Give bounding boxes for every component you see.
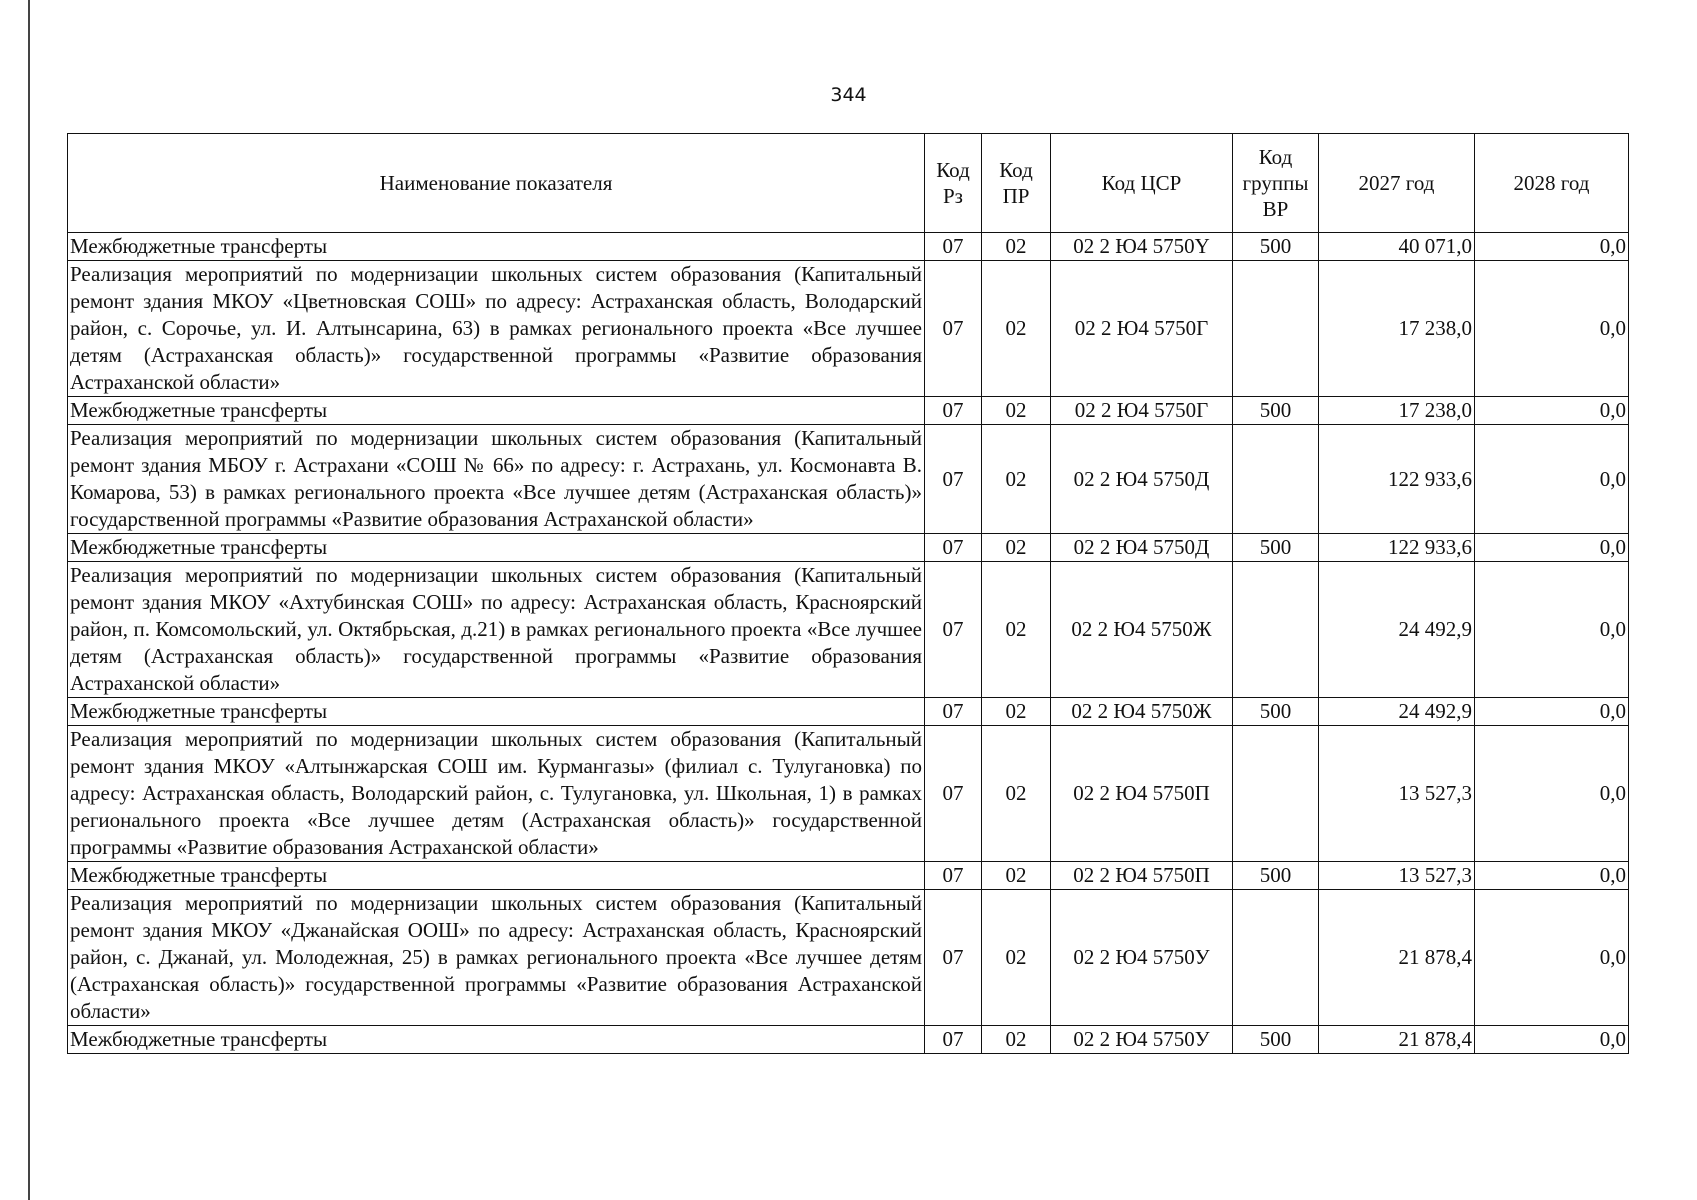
table-row (68, 698, 1629, 726)
row-pr: 02 (982, 698, 1051, 726)
row-rz: 07 (925, 726, 982, 862)
row-2028: 0,0 (1475, 726, 1629, 862)
row-name: Межбюджетные трансферты (68, 397, 925, 425)
row-name: Межбюджетные трансферты (68, 698, 925, 726)
row-rz: 07 (925, 534, 982, 562)
table-row (68, 534, 1629, 562)
row-pr: 02 (982, 397, 1051, 425)
row-rz: 07 (925, 1026, 982, 1054)
row-pr: 02 (982, 261, 1051, 397)
page-number: 344 (830, 84, 867, 106)
header-vr: Код группы ВР (1233, 134, 1319, 233)
row-csr: 02 2 Ю4 5750Y (1051, 233, 1233, 261)
row-2027: 40 071,0 (1319, 233, 1475, 261)
table-row (68, 726, 1629, 862)
header-name: Наименование показателя (68, 134, 925, 233)
table-row (68, 397, 1629, 425)
row-2028: 0,0 (1475, 862, 1629, 890)
row-vr (1233, 890, 1319, 1026)
row-2028: 0,0 (1475, 562, 1629, 698)
table-row (68, 862, 1629, 890)
row-vr (1233, 425, 1319, 534)
row-2027: 21 878,4 (1319, 890, 1475, 1026)
row-2028: 0,0 (1475, 698, 1629, 726)
table-header-row (68, 134, 1629, 233)
table-row (68, 261, 1629, 397)
table-row (68, 425, 1629, 534)
row-2027: 122 933,6 (1319, 534, 1475, 562)
header-rz: Код Рз (925, 134, 982, 233)
row-2027: 24 492,9 (1319, 698, 1475, 726)
row-pr: 02 (982, 1026, 1051, 1054)
row-rz: 07 (925, 698, 982, 726)
table-row (68, 562, 1629, 698)
row-vr (1233, 562, 1319, 698)
row-rz: 07 (925, 261, 982, 397)
row-vr: 500 (1233, 1026, 1319, 1054)
row-2027: 122 933,6 (1319, 425, 1475, 534)
row-name: Реализация мероприятий по модернизации школьных систем образования (Капитальный ремонт здания МБОУ г. Астрахани «СОШ № 66» по адресу: г. Астрахань, ул. Космонавта В. Комарова, 53) в рамках регионального проекта «Все лучшее детям (Астраханская область)» государственной программы «Развитие образования Астраханской области» (68, 425, 925, 534)
row-csr: 02 2 Ю4 5750У (1051, 890, 1233, 1026)
table-row (68, 233, 1629, 261)
row-name: Межбюджетные трансферты (68, 1026, 925, 1054)
row-vr: 500 (1233, 397, 1319, 425)
row-pr: 02 (982, 890, 1051, 1026)
row-csr: 02 2 Ю4 5750Ж (1051, 698, 1233, 726)
table-row (68, 1026, 1629, 1054)
row-2027: 21 878,4 (1319, 1026, 1475, 1054)
row-pr: 02 (982, 534, 1051, 562)
row-name: Межбюджетные трансферты (68, 534, 925, 562)
row-csr: 02 2 Ю4 5750Ж (1051, 562, 1233, 698)
row-2027: 13 527,3 (1319, 726, 1475, 862)
header-2028: 2028 год (1475, 134, 1629, 233)
header-csr: Код ЦСР (1051, 134, 1233, 233)
row-csr: 02 2 Ю4 5750Г (1051, 261, 1233, 397)
row-pr: 02 (982, 562, 1051, 698)
row-csr: 02 2 Ю4 5750У (1051, 1026, 1233, 1054)
row-pr: 02 (982, 233, 1051, 261)
row-csr: 02 2 Ю4 5750П (1051, 726, 1233, 862)
row-name: Реализация мероприятий по модернизации школьных систем образования (Капитальный ремонт здания МКОУ «Джанайская ООШ» по адресу: Астраханская область, Красноярский район, с. Джанай, ул. Молодежная, 25) в рамках регионального проекта «Все лучшее детям (Астраханская область)» государственной программы «Развитие образования Астраханской области» (68, 890, 925, 1026)
row-2028: 0,0 (1475, 534, 1629, 562)
header-2027: 2027 год (1319, 134, 1475, 233)
row-2028: 0,0 (1475, 425, 1629, 534)
row-csr: 02 2 Ю4 5750Д (1051, 534, 1233, 562)
row-name: Межбюджетные трансферты (68, 862, 925, 890)
budget-table (67, 133, 1629, 1054)
row-2028: 0,0 (1475, 890, 1629, 1026)
row-rz: 07 (925, 890, 982, 1026)
row-name: Реализация мероприятий по модернизации школьных систем образования (Капитальный ремонт здания МКОУ «Алтынжарская СОШ им. Курмангазы» (филиал с. Тулугановка) по адресу: Астраханская область, Володарский район, с. Тулугановка, ул. Школьная, 1) в рамках регионального проекта «Все лучшее детям (Астраханская область)» государственной программы «Развитие образования Астраханской области» (68, 726, 925, 862)
row-csr: 02 2 Ю4 5750П (1051, 862, 1233, 890)
row-2027: 13 527,3 (1319, 862, 1475, 890)
row-2028: 0,0 (1475, 261, 1629, 397)
row-name: Реализация мероприятий по модернизации школьных систем образования (Капитальный ремонт здания МКОУ «Ахтубинская СОШ» по адресу: Астраханская область, Красноярский район, п. Комсомольский, ул. Октябрьская, д.21) в рамках регионального проекта «Все лучшее детям (Астраханская область)» государственной программы «Развитие образования Астраханской области» (68, 562, 925, 698)
row-vr (1233, 726, 1319, 862)
row-vr: 500 (1233, 698, 1319, 726)
row-vr: 500 (1233, 862, 1319, 890)
row-pr: 02 (982, 862, 1051, 890)
row-2027: 17 238,0 (1319, 397, 1475, 425)
table-row (68, 890, 1629, 1026)
row-rz: 07 (925, 233, 982, 261)
row-vr (1233, 261, 1319, 397)
row-rz: 07 (925, 397, 982, 425)
row-rz: 07 (925, 562, 982, 698)
row-pr: 02 (982, 425, 1051, 534)
header-pr: Код ПР (982, 134, 1051, 233)
left-margin-rule (28, 0, 30, 1200)
row-rz: 07 (925, 425, 982, 534)
row-csr: 02 2 Ю4 5750Г (1051, 397, 1233, 425)
row-2028: 0,0 (1475, 1026, 1629, 1054)
row-csr: 02 2 Ю4 5750Д (1051, 425, 1233, 534)
row-name: Межбюджетные трансферты (68, 233, 925, 261)
row-pr: 02 (982, 726, 1051, 862)
row-2028: 0,0 (1475, 233, 1629, 261)
row-vr: 500 (1233, 233, 1319, 261)
row-2027: 17 238,0 (1319, 261, 1475, 397)
row-vr: 500 (1233, 534, 1319, 562)
row-rz: 07 (925, 862, 982, 890)
row-2027: 24 492,9 (1319, 562, 1475, 698)
row-2028: 0,0 (1475, 397, 1629, 425)
row-name: Реализация мероприятий по модернизации школьных систем образования (Капитальный ремонт здания МКОУ «Цветновская СОШ» по адресу: Астраханская область, Володарский район, с. Сорочье, ул. И. Алтынсарина, 63) в рамках регионального проекта «Все лучшее детям (Астраханская область)» государственной программы «Развитие образования Астраханской области» (68, 261, 925, 397)
